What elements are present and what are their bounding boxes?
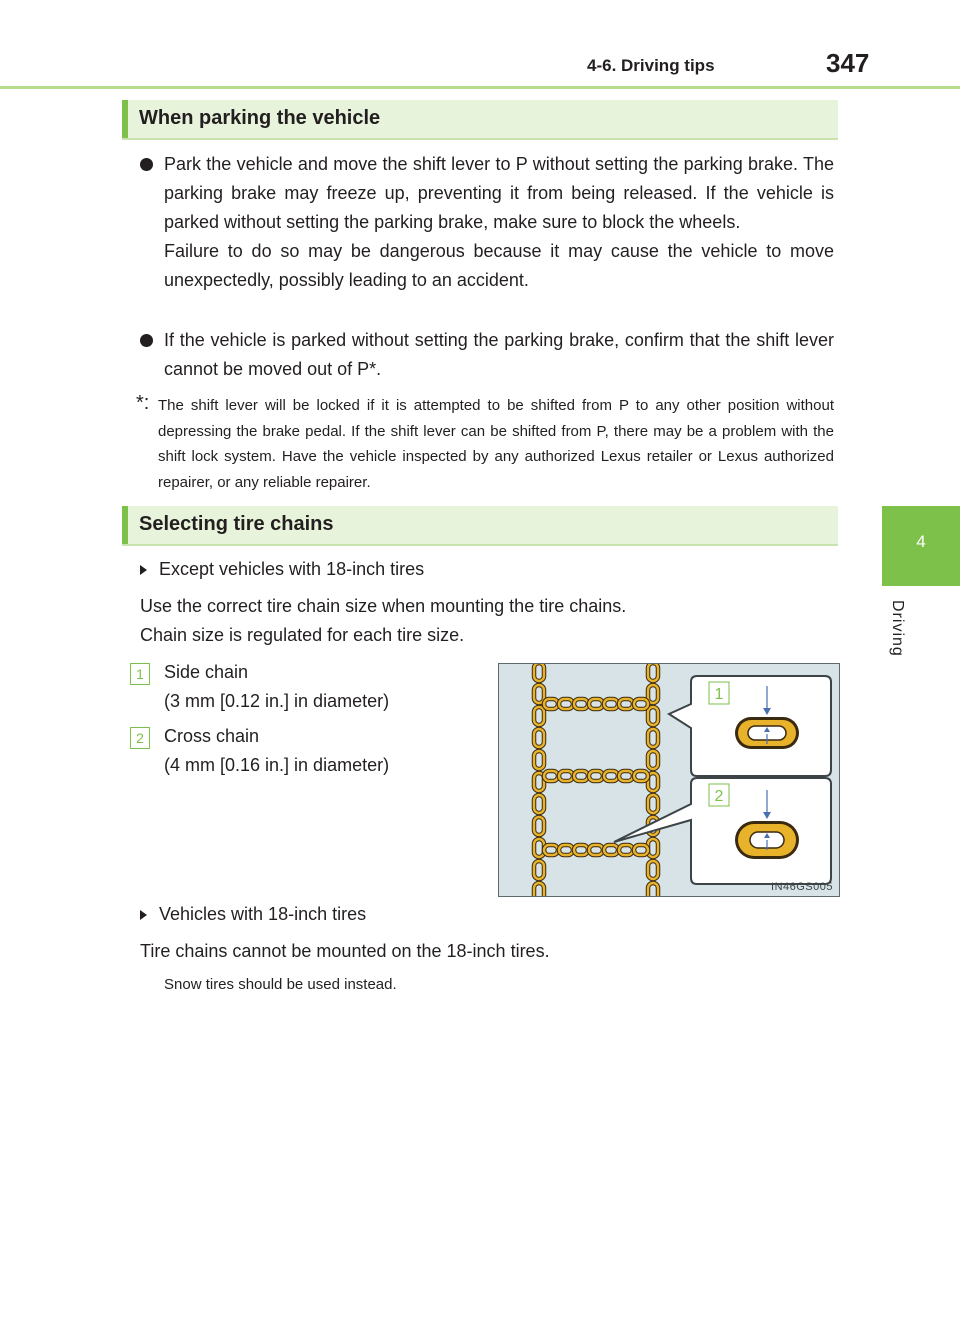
page-number: 347	[826, 48, 870, 78]
side-chain-right	[648, 664, 658, 896]
bullet-text: Park the vehicle and move the shift lever to P without setting the parking brake. The parking brake may freeze up, preventing it from being released. If the vehicle is parked without setting the parking brake, make sure to block the wheels.	[164, 154, 834, 232]
subitem-title: Except vehicles with 18-inch tires	[140, 559, 424, 580]
legend-detail: (4 mm [0.16 in.] in diameter)	[164, 755, 390, 775]
callout-number: 1	[714, 686, 724, 703]
tire-chain-drawing	[499, 664, 839, 896]
heading-accent-bar	[122, 100, 128, 138]
section-heading-parking	[122, 100, 838, 140]
chapter-number: 4	[916, 532, 926, 551]
callout-side-chain	[669, 676, 831, 776]
cross-chain-row	[544, 771, 648, 781]
footnote-mark: *:	[136, 392, 150, 414]
bullet-item	[140, 150, 834, 295]
tire-chain-illustration	[498, 663, 840, 897]
chapter-tab	[882, 506, 960, 586]
callout-number: 2	[714, 788, 724, 805]
footnote	[136, 393, 834, 495]
cross-chain-row	[544, 845, 648, 855]
section-heading-text: Selecting tire chains	[139, 513, 334, 535]
body-text: Use the correct tire chain size when mounting the tire chains.	[140, 596, 627, 616]
triangle-marker-icon	[140, 565, 147, 575]
chapter-label: Driving	[889, 600, 906, 657]
note-text: Snow tires should be used instead.	[164, 976, 397, 993]
bullet-item	[140, 326, 834, 384]
subitem-title: Vehicles with 18-inch tires	[140, 904, 366, 925]
header-section-title: 4-6. Driving tips	[587, 56, 715, 75]
header-rule	[0, 86, 960, 89]
legend-title: Cross chain	[164, 726, 260, 746]
side-chain-left	[534, 664, 544, 896]
legend-title: Side chain	[164, 662, 249, 682]
legend-detail: (3 mm [0.12 in.] in diameter)	[164, 691, 390, 711]
body-text: Tire chains cannot be mounted on the 18-inch tires.	[140, 941, 550, 961]
cross-chain-row	[544, 699, 648, 709]
triangle-marker-icon	[140, 910, 147, 920]
footnote-text: The shift lever will be locked if it is attempted to be shifted from P to any other position without depressing the brake pedal. If the shift lever can be shifted from P, there may be a problem with the shift lock system. Have the vehicle inspected by any authorized Lexus retailer or Lexus authorized repairer, or any reliable repairer.	[158, 397, 834, 491]
figure-code: IN46GS005	[771, 881, 833, 893]
bullet-text: If the vehicle is parked without setting the parking brake, confirm that the shift lever cannot be moved out of P*.	[164, 330, 834, 379]
heading-accent-bar	[122, 506, 128, 544]
legend-number-box: 1	[130, 663, 150, 685]
bullet-dot-icon	[140, 158, 153, 171]
section-heading-tire-chains	[122, 506, 838, 546]
body-text: Chain size is regulated for each tire size.	[140, 625, 465, 645]
bullet-dot-icon	[140, 334, 153, 347]
bullet-text: Failure to do so may be dangerous because it may cause the vehicle to move unexpectedly, possibly leading to an accident.	[164, 241, 834, 290]
legend-number-box: 2	[130, 727, 150, 749]
section-heading-text: When parking the vehicle	[139, 107, 381, 129]
